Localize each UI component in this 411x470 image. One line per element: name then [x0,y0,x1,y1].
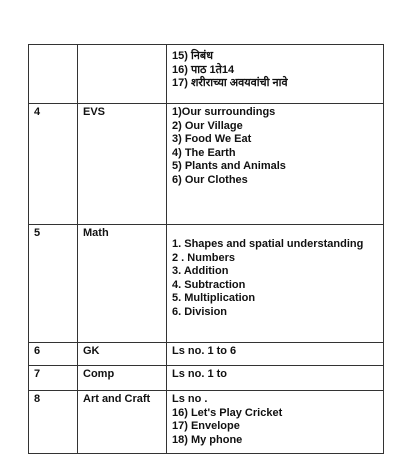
topic-item: 3) Food We Eat [172,133,252,146]
table-row [29,45,384,104]
topic-item: 18) My phone [172,433,243,446]
topic-item: 1. Shapes and spatial understanding [172,238,364,250]
subject-name [78,45,167,104]
topic-item: 2 . Numbers [172,251,235,264]
row-number [29,45,78,104]
topics-cell [167,391,384,454]
topic-item: 4) The Earth [172,146,236,159]
topic-item: 16) Let's Play Cricket [172,406,283,419]
subject-name: Math [78,225,167,343]
topic-item: 1)Our surroundings [172,106,276,118]
row-number: 8 [29,391,78,454]
table-row [29,343,384,366]
table-row [29,391,384,454]
topic-item: 4. Subtraction [172,278,246,291]
topic-list [172,393,378,447]
topics-cell [167,104,384,225]
topic-item: Ls no. 1 to [172,368,227,380]
topic-item: 3. Addition [172,265,229,278]
topic-item: 16) पाठ 1ते14 [172,63,235,76]
row-number: 4 [29,104,78,225]
table-row [29,225,384,343]
topic-item: 5) Plants and Animals [172,160,286,173]
topic-item: Ls no. 1 to 6 [172,345,237,357]
topic-item: Ls no . [172,393,208,405]
row-number: 6 [29,343,78,366]
topic-item: 15) निबंध [172,50,213,62]
subject-name: EVS [78,104,167,225]
table-row [29,366,384,391]
topic-list [172,368,378,382]
subject-name: Art and Craft [78,391,167,454]
topic-list [172,345,378,359]
topic-item: 17) शरीराच्या अवयवांची नावे [172,77,288,90]
topic-item: 17) Envelope [172,420,240,433]
syllabus-table [28,44,384,454]
topic-item: 6) Our Clothes [172,173,248,186]
table-row [29,104,384,225]
subject-name: Comp [78,366,167,391]
topic-item: 5. Multiplication [172,292,256,305]
topics-cell [167,45,384,104]
row-number: 5 [29,225,78,343]
topic-list [172,106,378,188]
topic-list [172,238,378,320]
subject-name: GK [78,343,167,366]
topic-item: 2) Our Village [172,119,243,132]
topics-cell [167,225,384,343]
topic-item: 6. Division [172,305,228,318]
row-number: 7 [29,366,78,391]
topics-cell [167,366,384,391]
topics-cell [167,343,384,366]
topic-list [172,50,378,91]
